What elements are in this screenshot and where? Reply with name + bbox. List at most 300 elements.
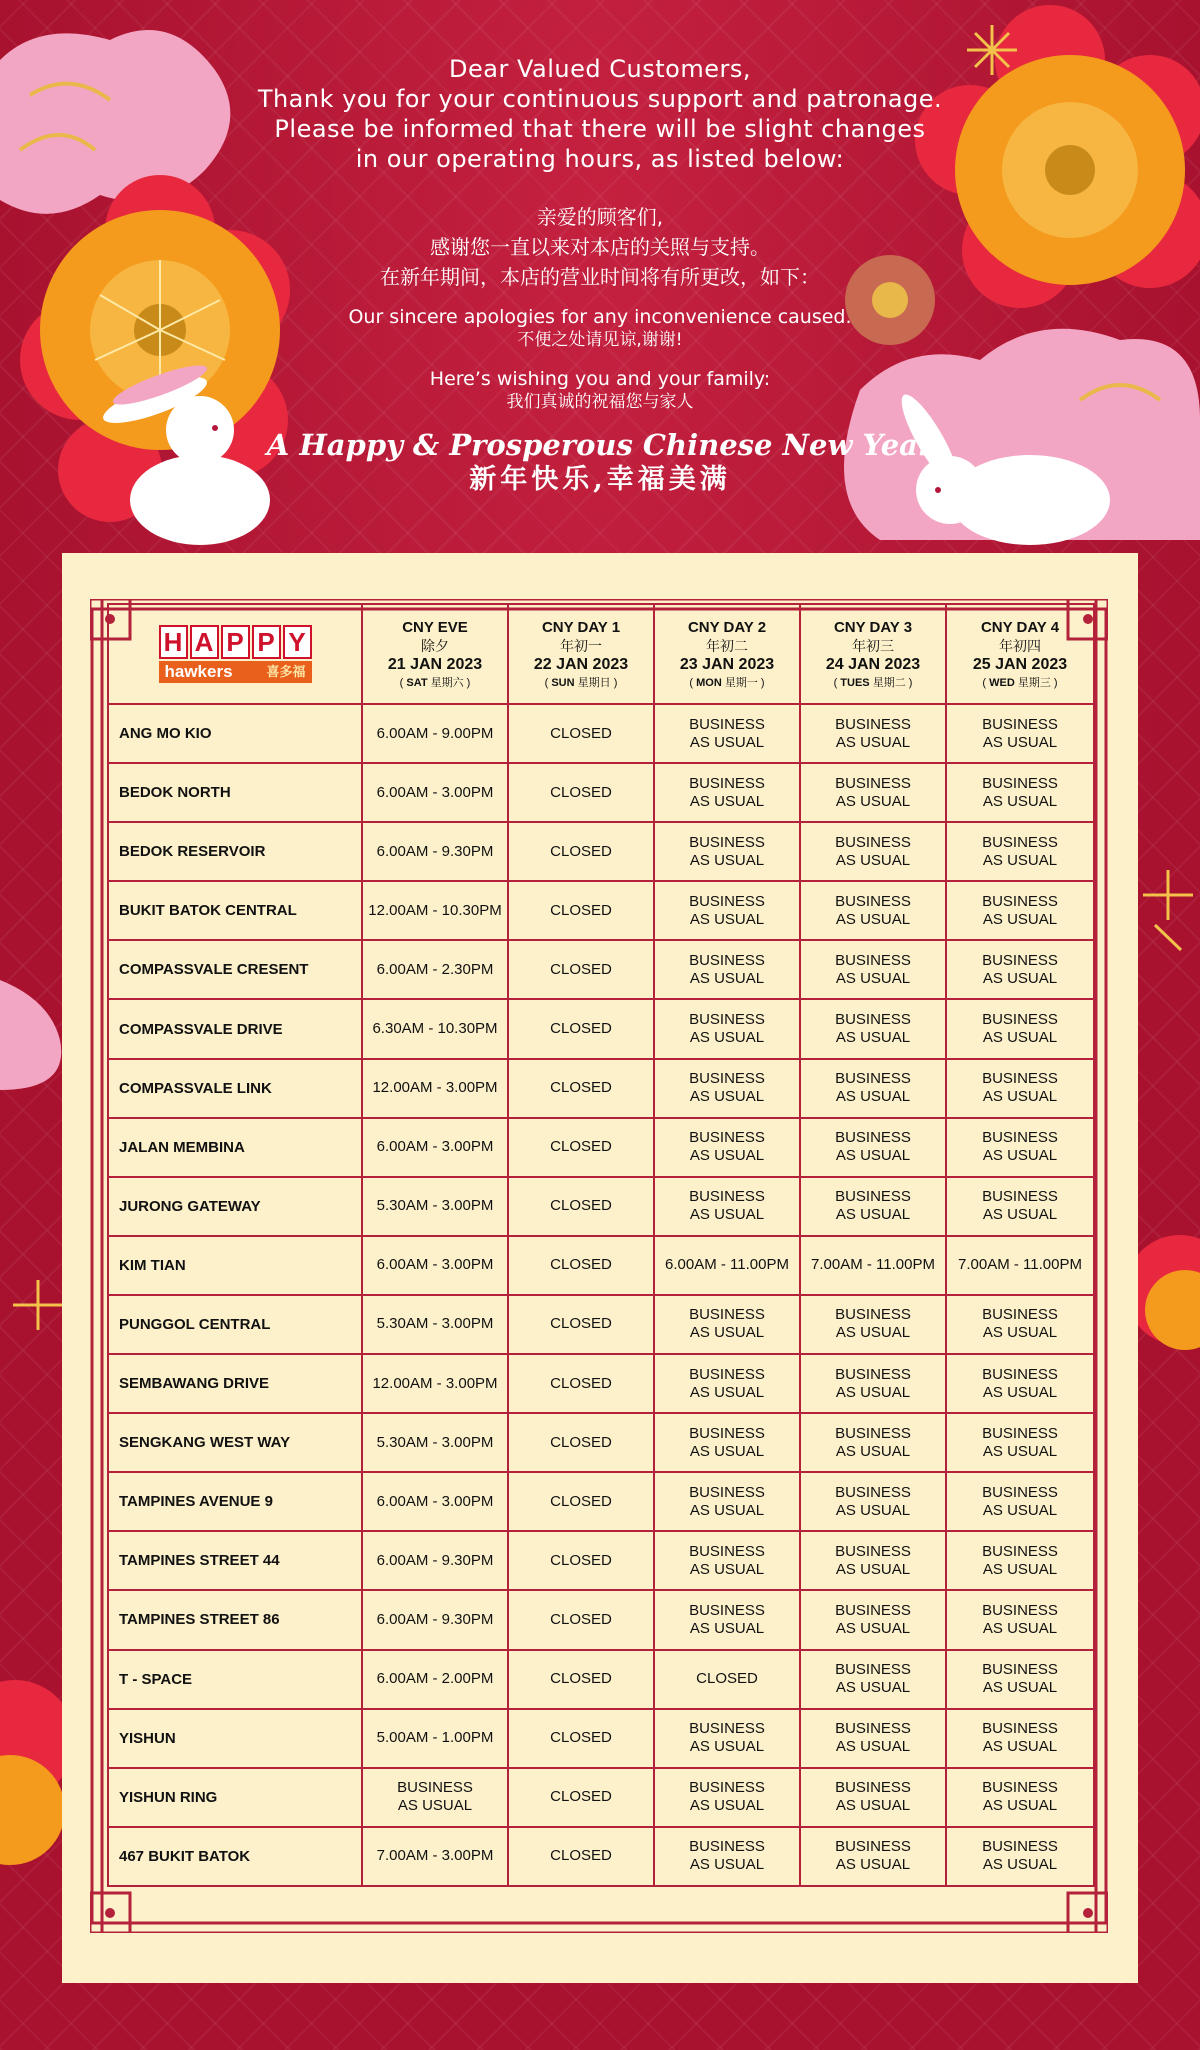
right-side-decoration bbox=[1130, 850, 1200, 1850]
hours-cell bbox=[800, 1354, 946, 1413]
column-day: CNY DAY 4 bbox=[980, 618, 1060, 636]
hours-text: BUSINESS bbox=[835, 1306, 911, 1324]
location-name: BEDOK NORTH bbox=[108, 763, 362, 822]
column-weekday: ( SUN 星期日 ) bbox=[544, 676, 618, 689]
hours-text: AS USUAL bbox=[982, 1383, 1058, 1401]
hours-text: AS USUAL bbox=[835, 1738, 911, 1756]
hours-text: BUSINESS bbox=[397, 1779, 473, 1797]
hours-cell bbox=[800, 704, 946, 763]
hours-text: BUSINESS bbox=[982, 1365, 1058, 1383]
hours-text: BUSINESS bbox=[835, 1779, 911, 1797]
hours-text: AS USUAL bbox=[835, 1206, 911, 1224]
schedule-rows bbox=[108, 704, 1094, 1886]
hours-text: AS USUAL bbox=[982, 1560, 1058, 1578]
hours-cell bbox=[654, 1413, 800, 1472]
hours-cell bbox=[362, 1118, 508, 1177]
hours-cell bbox=[654, 704, 800, 763]
hours-text: 6.00AM - 3.00PM bbox=[376, 1256, 494, 1274]
hours-cell bbox=[508, 940, 654, 999]
logo-chinese: 喜多福 bbox=[266, 664, 306, 679]
column-day-cn: 除夕 bbox=[421, 637, 449, 654]
hours-cell bbox=[946, 1354, 1094, 1413]
hours-text: AS USUAL bbox=[689, 1856, 765, 1874]
table-row bbox=[108, 1354, 1094, 1413]
hours-text: CLOSED bbox=[696, 1670, 758, 1688]
table-row bbox=[108, 763, 1094, 822]
location-name: BUKIT BATOK CENTRAL bbox=[108, 881, 362, 940]
hours-text: 12.00AM - 10.30PM bbox=[368, 901, 502, 919]
hours-text: AS USUAL bbox=[835, 1856, 911, 1874]
column-date: 22 JAN 2023 bbox=[533, 655, 629, 673]
hours-cell bbox=[946, 940, 1094, 999]
hours-cell bbox=[362, 1177, 508, 1236]
hours-cell bbox=[508, 1177, 654, 1236]
hours-text: BUSINESS bbox=[689, 1483, 765, 1501]
table-row bbox=[108, 1768, 1094, 1827]
table-row bbox=[108, 1236, 1094, 1295]
hours-cell bbox=[654, 1295, 800, 1354]
hours-text: BUSINESS bbox=[689, 1720, 765, 1738]
column-date: 25 JAN 2023 bbox=[972, 655, 1068, 673]
hours-text: BUSINESS bbox=[982, 1661, 1058, 1679]
hours-text: BUSINESS bbox=[982, 1188, 1058, 1206]
location-name: YISHUN RING bbox=[108, 1768, 362, 1827]
hours-cell bbox=[362, 999, 508, 1058]
hours-text: AS USUAL bbox=[689, 1619, 765, 1637]
hours-text: AS USUAL bbox=[397, 1797, 473, 1815]
location-name: TAMPINES STREET 86 bbox=[108, 1590, 362, 1649]
hours-text: 6.00AM - 9.00PM bbox=[376, 724, 494, 742]
hours-cell bbox=[800, 1413, 946, 1472]
hours-text: BUSINESS bbox=[689, 1601, 765, 1619]
schedule-card bbox=[62, 553, 1138, 1983]
greeting-chinese bbox=[240, 202, 960, 292]
hours-text: AS USUAL bbox=[689, 851, 765, 869]
wish-chinese: 我们真诚的祝福您与家人 bbox=[506, 392, 694, 412]
weekday-en: TUES bbox=[840, 676, 870, 689]
hours-text: AS USUAL bbox=[835, 1029, 911, 1047]
column-weekday: ( SAT 星期六 ) bbox=[399, 676, 471, 689]
greeting-line: in our operating hours, as listed below: bbox=[355, 145, 845, 173]
hours-text: BUSINESS bbox=[982, 1779, 1058, 1797]
hours-cell bbox=[800, 1768, 946, 1827]
hours-text: BUSINESS bbox=[835, 1720, 911, 1738]
column-day: CNY DAY 2 bbox=[687, 618, 767, 636]
hours-cell bbox=[946, 763, 1094, 822]
hours-cell bbox=[362, 1413, 508, 1472]
hours-cell bbox=[800, 1059, 946, 1118]
hours-text: AS USUAL bbox=[982, 792, 1058, 810]
table-row bbox=[108, 822, 1094, 881]
column-weekday: ( TUES 星期二 ) bbox=[833, 676, 913, 689]
hours-cell bbox=[946, 1827, 1094, 1886]
hours-text: CLOSED bbox=[550, 1256, 612, 1274]
hours-text: BUSINESS bbox=[689, 951, 765, 969]
table-row bbox=[108, 704, 1094, 763]
hours-text: 5.30AM - 3.00PM bbox=[376, 1315, 494, 1333]
column-header bbox=[654, 604, 800, 704]
hours-cell bbox=[654, 999, 800, 1058]
table-row bbox=[108, 1177, 1094, 1236]
hours-cell bbox=[362, 1768, 508, 1827]
hours-text: AS USUAL bbox=[982, 1856, 1058, 1874]
hours-text: BUSINESS bbox=[689, 1365, 765, 1383]
hours-cell bbox=[800, 1472, 946, 1531]
hours-text: CLOSED bbox=[550, 1729, 612, 1747]
hours-text: CLOSED bbox=[550, 842, 612, 860]
column-weekday: ( WED 星期三 ) bbox=[982, 676, 1058, 689]
column-date: 21 JAN 2023 bbox=[387, 655, 483, 673]
hours-text: AS USUAL bbox=[982, 1679, 1058, 1697]
hours-cell bbox=[946, 1709, 1094, 1768]
table-row bbox=[108, 1827, 1094, 1886]
weekday-cn: 星期二 bbox=[872, 676, 906, 689]
hours-text: AS USUAL bbox=[982, 910, 1058, 928]
hours-text: BUSINESS bbox=[982, 1129, 1058, 1147]
hours-text: AS USUAL bbox=[982, 1029, 1058, 1047]
hours-text: AS USUAL bbox=[835, 792, 911, 810]
hours-text: BUSINESS bbox=[835, 951, 911, 969]
hours-cell bbox=[800, 1295, 946, 1354]
logo-cell bbox=[108, 604, 362, 704]
hours-text: BUSINESS bbox=[689, 892, 765, 910]
logo-letter: Y bbox=[283, 625, 312, 659]
hours-cell bbox=[362, 1590, 508, 1649]
hours-text: AS USUAL bbox=[982, 1442, 1058, 1460]
hours-cell bbox=[362, 1531, 508, 1590]
location-name: SENGKANG WEST WAY bbox=[108, 1413, 362, 1472]
table-row bbox=[108, 1059, 1094, 1118]
hours-text: AS USUAL bbox=[835, 733, 911, 751]
hours-cell bbox=[508, 1709, 654, 1768]
hours-text: AS USUAL bbox=[835, 1501, 911, 1519]
hours-cell bbox=[946, 1650, 1094, 1709]
hours-text: CLOSED bbox=[550, 1847, 612, 1865]
hours-text: BUSINESS bbox=[982, 951, 1058, 969]
hours-text: BUSINESS bbox=[835, 1838, 911, 1856]
hours-text: 5.00AM - 1.00PM bbox=[376, 1729, 494, 1747]
hours-cell bbox=[362, 1354, 508, 1413]
table-row bbox=[108, 1413, 1094, 1472]
table-row bbox=[108, 999, 1094, 1058]
plum-blossom-icon bbox=[1130, 1235, 1200, 1350]
hours-cell bbox=[508, 1827, 654, 1886]
hours-text: AS USUAL bbox=[835, 1679, 911, 1697]
hours-cell bbox=[362, 1650, 508, 1709]
table-row bbox=[108, 1590, 1094, 1649]
hours-cell bbox=[654, 1650, 800, 1709]
hours-text: AS USUAL bbox=[982, 1088, 1058, 1106]
hours-text: CLOSED bbox=[550, 1551, 612, 1569]
hours-text: 5.30AM - 3.00PM bbox=[376, 1197, 494, 1215]
hours-text: AS USUAL bbox=[982, 969, 1058, 987]
table-row bbox=[108, 1709, 1094, 1768]
hours-cell bbox=[800, 1118, 946, 1177]
hours-text: AS USUAL bbox=[982, 733, 1058, 751]
hours-cell bbox=[946, 1413, 1094, 1472]
hours-text: BUSINESS bbox=[835, 833, 911, 851]
hours-cell bbox=[800, 881, 946, 940]
apology-chinese: 不便之处请见谅,谢谢! bbox=[517, 330, 683, 350]
column-day: CNY DAY 1 bbox=[541, 618, 621, 636]
sparkle-icon bbox=[13, 1280, 63, 1330]
logo-word: hawkers bbox=[164, 662, 233, 681]
hours-cell bbox=[508, 1236, 654, 1295]
hours-cell bbox=[654, 1531, 800, 1590]
hours-cell bbox=[946, 1590, 1094, 1649]
hours-cell bbox=[508, 1354, 654, 1413]
logo-letter: P bbox=[221, 625, 250, 659]
hours-cell bbox=[654, 1590, 800, 1649]
location-name: 467 BUKIT BATOK bbox=[108, 1827, 362, 1886]
hours-text: BUSINESS bbox=[689, 1779, 765, 1797]
hours-cell bbox=[654, 1472, 800, 1531]
location-name: COMPASSVALE DRIVE bbox=[108, 999, 362, 1058]
hours-cell bbox=[800, 1709, 946, 1768]
apology-english: Our sincere apologies for any inconvenience caused. bbox=[348, 306, 852, 328]
greeting-line: Thank you for your continuous support and patronage. bbox=[257, 85, 943, 113]
hours-cell bbox=[362, 1709, 508, 1768]
hours-cell bbox=[654, 1354, 800, 1413]
location-name: JURONG GATEWAY bbox=[108, 1177, 362, 1236]
hours-cell bbox=[508, 881, 654, 940]
column-header bbox=[946, 604, 1094, 704]
location-name: ANG MO KIO bbox=[108, 704, 362, 763]
logo-letter: P bbox=[252, 625, 281, 659]
column-date: 23 JAN 2023 bbox=[679, 655, 775, 673]
hours-cell bbox=[508, 704, 654, 763]
hours-text: 5.30AM - 3.00PM bbox=[376, 1433, 494, 1451]
hours-text: AS USUAL bbox=[835, 851, 911, 869]
table-row bbox=[108, 940, 1094, 999]
hours-text: BUSINESS bbox=[689, 715, 765, 733]
hours-cell bbox=[946, 1295, 1094, 1354]
hours-text: CLOSED bbox=[550, 1433, 612, 1451]
hours-cell bbox=[362, 1295, 508, 1354]
hours-text: AS USUAL bbox=[689, 1738, 765, 1756]
hours-text: BUSINESS bbox=[982, 1306, 1058, 1324]
hours-cell bbox=[508, 1768, 654, 1827]
hours-text: AS USUAL bbox=[982, 1797, 1058, 1815]
hours-cell bbox=[946, 1768, 1094, 1827]
hours-text: 6.00AM - 9.30PM bbox=[376, 1551, 494, 1569]
hours-text: 7.00AM - 11.00PM bbox=[958, 1256, 1082, 1274]
hours-text: CLOSED bbox=[550, 1138, 612, 1156]
cloud-icon bbox=[0, 30, 230, 214]
greeting-line: 亲爱的顾客们, bbox=[536, 205, 664, 229]
hours-text: AS USUAL bbox=[689, 1383, 765, 1401]
hours-text: 6.00AM - 9.30PM bbox=[376, 1610, 494, 1628]
hours-cell bbox=[946, 1177, 1094, 1236]
hours-text: AS USUAL bbox=[689, 969, 765, 987]
cny-greeting-chinese: 新年快乐,幸福美满 bbox=[469, 464, 731, 495]
hours-cell bbox=[362, 822, 508, 881]
weekday-cn: 星期三 bbox=[1017, 676, 1051, 689]
greeting-line: 在新年期间，本店的营业时间将有所更改，如下： bbox=[380, 265, 820, 289]
hours-text: BUSINESS bbox=[982, 1483, 1058, 1501]
column-day: CNY DAY 3 bbox=[833, 618, 913, 636]
hours-cell bbox=[362, 1472, 508, 1531]
hours-text: BUSINESS bbox=[835, 1070, 911, 1088]
hours-cell bbox=[654, 1059, 800, 1118]
weekday-cn: 星期一 bbox=[724, 676, 758, 689]
hours-text: BUSINESS bbox=[689, 1070, 765, 1088]
hours-text: CLOSED bbox=[550, 724, 612, 742]
hours-text: BUSINESS bbox=[982, 833, 1058, 851]
hours-text: AS USUAL bbox=[982, 1206, 1058, 1224]
hours-cell bbox=[946, 1531, 1094, 1590]
hours-text: BUSINESS bbox=[689, 1424, 765, 1442]
hours-text: 6.00AM - 9.30PM bbox=[376, 842, 494, 860]
hours-cell bbox=[946, 999, 1094, 1058]
hours-text: AS USUAL bbox=[835, 1383, 911, 1401]
hours-text: BUSINESS bbox=[982, 1424, 1058, 1442]
hours-text: BUSINESS bbox=[982, 1720, 1058, 1738]
hours-text: AS USUAL bbox=[689, 1442, 765, 1460]
hours-cell bbox=[946, 704, 1094, 763]
hours-cell bbox=[654, 940, 800, 999]
hours-text: AS USUAL bbox=[835, 910, 911, 928]
hours-cell bbox=[800, 763, 946, 822]
hours-cell bbox=[362, 940, 508, 999]
column-header bbox=[362, 604, 508, 704]
hours-cell bbox=[362, 881, 508, 940]
location-name: T - SPACE bbox=[108, 1650, 362, 1709]
hours-cell bbox=[654, 1768, 800, 1827]
table-row bbox=[108, 1295, 1094, 1354]
column-date: 24 JAN 2023 bbox=[825, 655, 921, 673]
hours-text: AS USUAL bbox=[689, 910, 765, 928]
weekday-en: SAT bbox=[406, 676, 428, 689]
hours-text: AS USUAL bbox=[689, 1088, 765, 1106]
location-name: YISHUN bbox=[108, 1709, 362, 1768]
hours-text: BUSINESS bbox=[835, 1424, 911, 1442]
hours-text: BUSINESS bbox=[689, 1188, 765, 1206]
hours-text: AS USUAL bbox=[982, 1738, 1058, 1756]
greeting-line: Please be informed that there will be slight changes bbox=[274, 115, 926, 143]
location-name: KIM TIAN bbox=[108, 1236, 362, 1295]
hours-cell bbox=[654, 881, 800, 940]
hours-cell bbox=[508, 822, 654, 881]
hours-cell bbox=[800, 822, 946, 881]
location-name: SEMBAWANG DRIVE bbox=[108, 1354, 362, 1413]
hours-text: CLOSED bbox=[550, 1079, 612, 1097]
hours-text: 6.00AM - 11.00PM bbox=[665, 1256, 789, 1274]
column-day-cn: 年初四 bbox=[999, 637, 1041, 654]
location-name: TAMPINES AVENUE 9 bbox=[108, 1472, 362, 1531]
hours-text: 12.00AM - 3.00PM bbox=[372, 1079, 498, 1097]
hours-text: CLOSED bbox=[550, 1374, 612, 1392]
hours-text: 7.00AM - 3.00PM bbox=[376, 1847, 494, 1865]
cny-greeting-english: A Happy & Prosperous Chinese New Year bbox=[266, 428, 934, 462]
greeting-english bbox=[240, 54, 960, 174]
hours-cell bbox=[362, 763, 508, 822]
hours-text: AS USUAL bbox=[689, 1029, 765, 1047]
hours-cell bbox=[508, 999, 654, 1058]
hours-cell bbox=[800, 999, 946, 1058]
announcement-header bbox=[240, 54, 960, 498]
hours-text: BUSINESS bbox=[835, 774, 911, 792]
hours-text: AS USUAL bbox=[982, 1619, 1058, 1637]
hours-text: CLOSED bbox=[550, 1492, 612, 1510]
hours-cell bbox=[800, 1531, 946, 1590]
column-day-cn: 年初三 bbox=[852, 637, 894, 654]
hours-cell bbox=[800, 1236, 946, 1295]
hours-text: AS USUAL bbox=[689, 792, 765, 810]
table-row bbox=[108, 1650, 1094, 1709]
hours-text: 7.00AM - 11.00PM bbox=[811, 1256, 935, 1274]
hours-cell bbox=[800, 1177, 946, 1236]
hours-text: BUSINESS bbox=[835, 1188, 911, 1206]
hours-text: 6.00AM - 3.00PM bbox=[376, 1138, 494, 1156]
hours-text: CLOSED bbox=[550, 1670, 612, 1688]
wish-english: Here’s wishing you and your family: bbox=[429, 368, 771, 390]
logo-letter: A bbox=[190, 625, 219, 659]
hours-text: AS USUAL bbox=[689, 1324, 765, 1342]
hours-text: AS USUAL bbox=[835, 1560, 911, 1578]
hours-cell bbox=[946, 822, 1094, 881]
hours-text: BUSINESS bbox=[835, 1483, 911, 1501]
hours-cell bbox=[654, 1177, 800, 1236]
hours-text: AS USUAL bbox=[835, 1797, 911, 1815]
happy-hawkers-logo bbox=[159, 625, 312, 683]
hours-cell bbox=[362, 1059, 508, 1118]
hours-text: AS USUAL bbox=[835, 1619, 911, 1637]
table-row bbox=[108, 1472, 1094, 1531]
hours-cell bbox=[946, 881, 1094, 940]
hours-text: BUSINESS bbox=[982, 1542, 1058, 1560]
hours-text: AS USUAL bbox=[689, 733, 765, 751]
weekday-cn: 星期六 bbox=[430, 676, 464, 689]
hours-cell bbox=[654, 763, 800, 822]
hours-text: CLOSED bbox=[550, 1788, 612, 1806]
weekday-en: WED bbox=[989, 676, 1015, 689]
hours-cell bbox=[654, 1118, 800, 1177]
hours-cell bbox=[508, 1472, 654, 1531]
hours-text: CLOSED bbox=[550, 1020, 612, 1038]
hours-cell bbox=[508, 1413, 654, 1472]
hours-cell bbox=[508, 1531, 654, 1590]
plum-blossom-icon bbox=[0, 1680, 70, 1865]
hours-text: BUSINESS bbox=[689, 774, 765, 792]
sparkle-icon bbox=[1143, 870, 1193, 950]
column-day-cn: 年初一 bbox=[560, 637, 602, 654]
location-name: PUNGGOL CENTRAL bbox=[108, 1295, 362, 1354]
hours-cell bbox=[508, 763, 654, 822]
hours-text: 6.00AM - 2.30PM bbox=[376, 960, 494, 978]
hours-text: AS USUAL bbox=[982, 851, 1058, 869]
hours-text: AS USUAL bbox=[835, 1442, 911, 1460]
wish-message bbox=[240, 368, 960, 414]
greeting-line: Dear Valued Customers, bbox=[449, 55, 751, 83]
column-day-cn: 年初二 bbox=[706, 637, 748, 654]
hours-text: BUSINESS bbox=[982, 715, 1058, 733]
hours-text: BUSINESS bbox=[689, 1838, 765, 1856]
hours-text: BUSINESS bbox=[982, 1838, 1058, 1856]
hours-text: BUSINESS bbox=[689, 1542, 765, 1560]
hours-text: BUSINESS bbox=[689, 1306, 765, 1324]
hours-cell bbox=[654, 822, 800, 881]
hours-text: AS USUAL bbox=[835, 1324, 911, 1342]
left-side-decoration bbox=[0, 980, 70, 1980]
hours-cell bbox=[800, 1590, 946, 1649]
column-header bbox=[508, 604, 654, 704]
location-name: JALAN MEMBINA bbox=[108, 1118, 362, 1177]
column-weekday: ( MON 星期一 ) bbox=[689, 676, 765, 689]
hours-text: CLOSED bbox=[550, 901, 612, 919]
hours-text: BUSINESS bbox=[835, 1542, 911, 1560]
hours-text: AS USUAL bbox=[689, 1560, 765, 1578]
